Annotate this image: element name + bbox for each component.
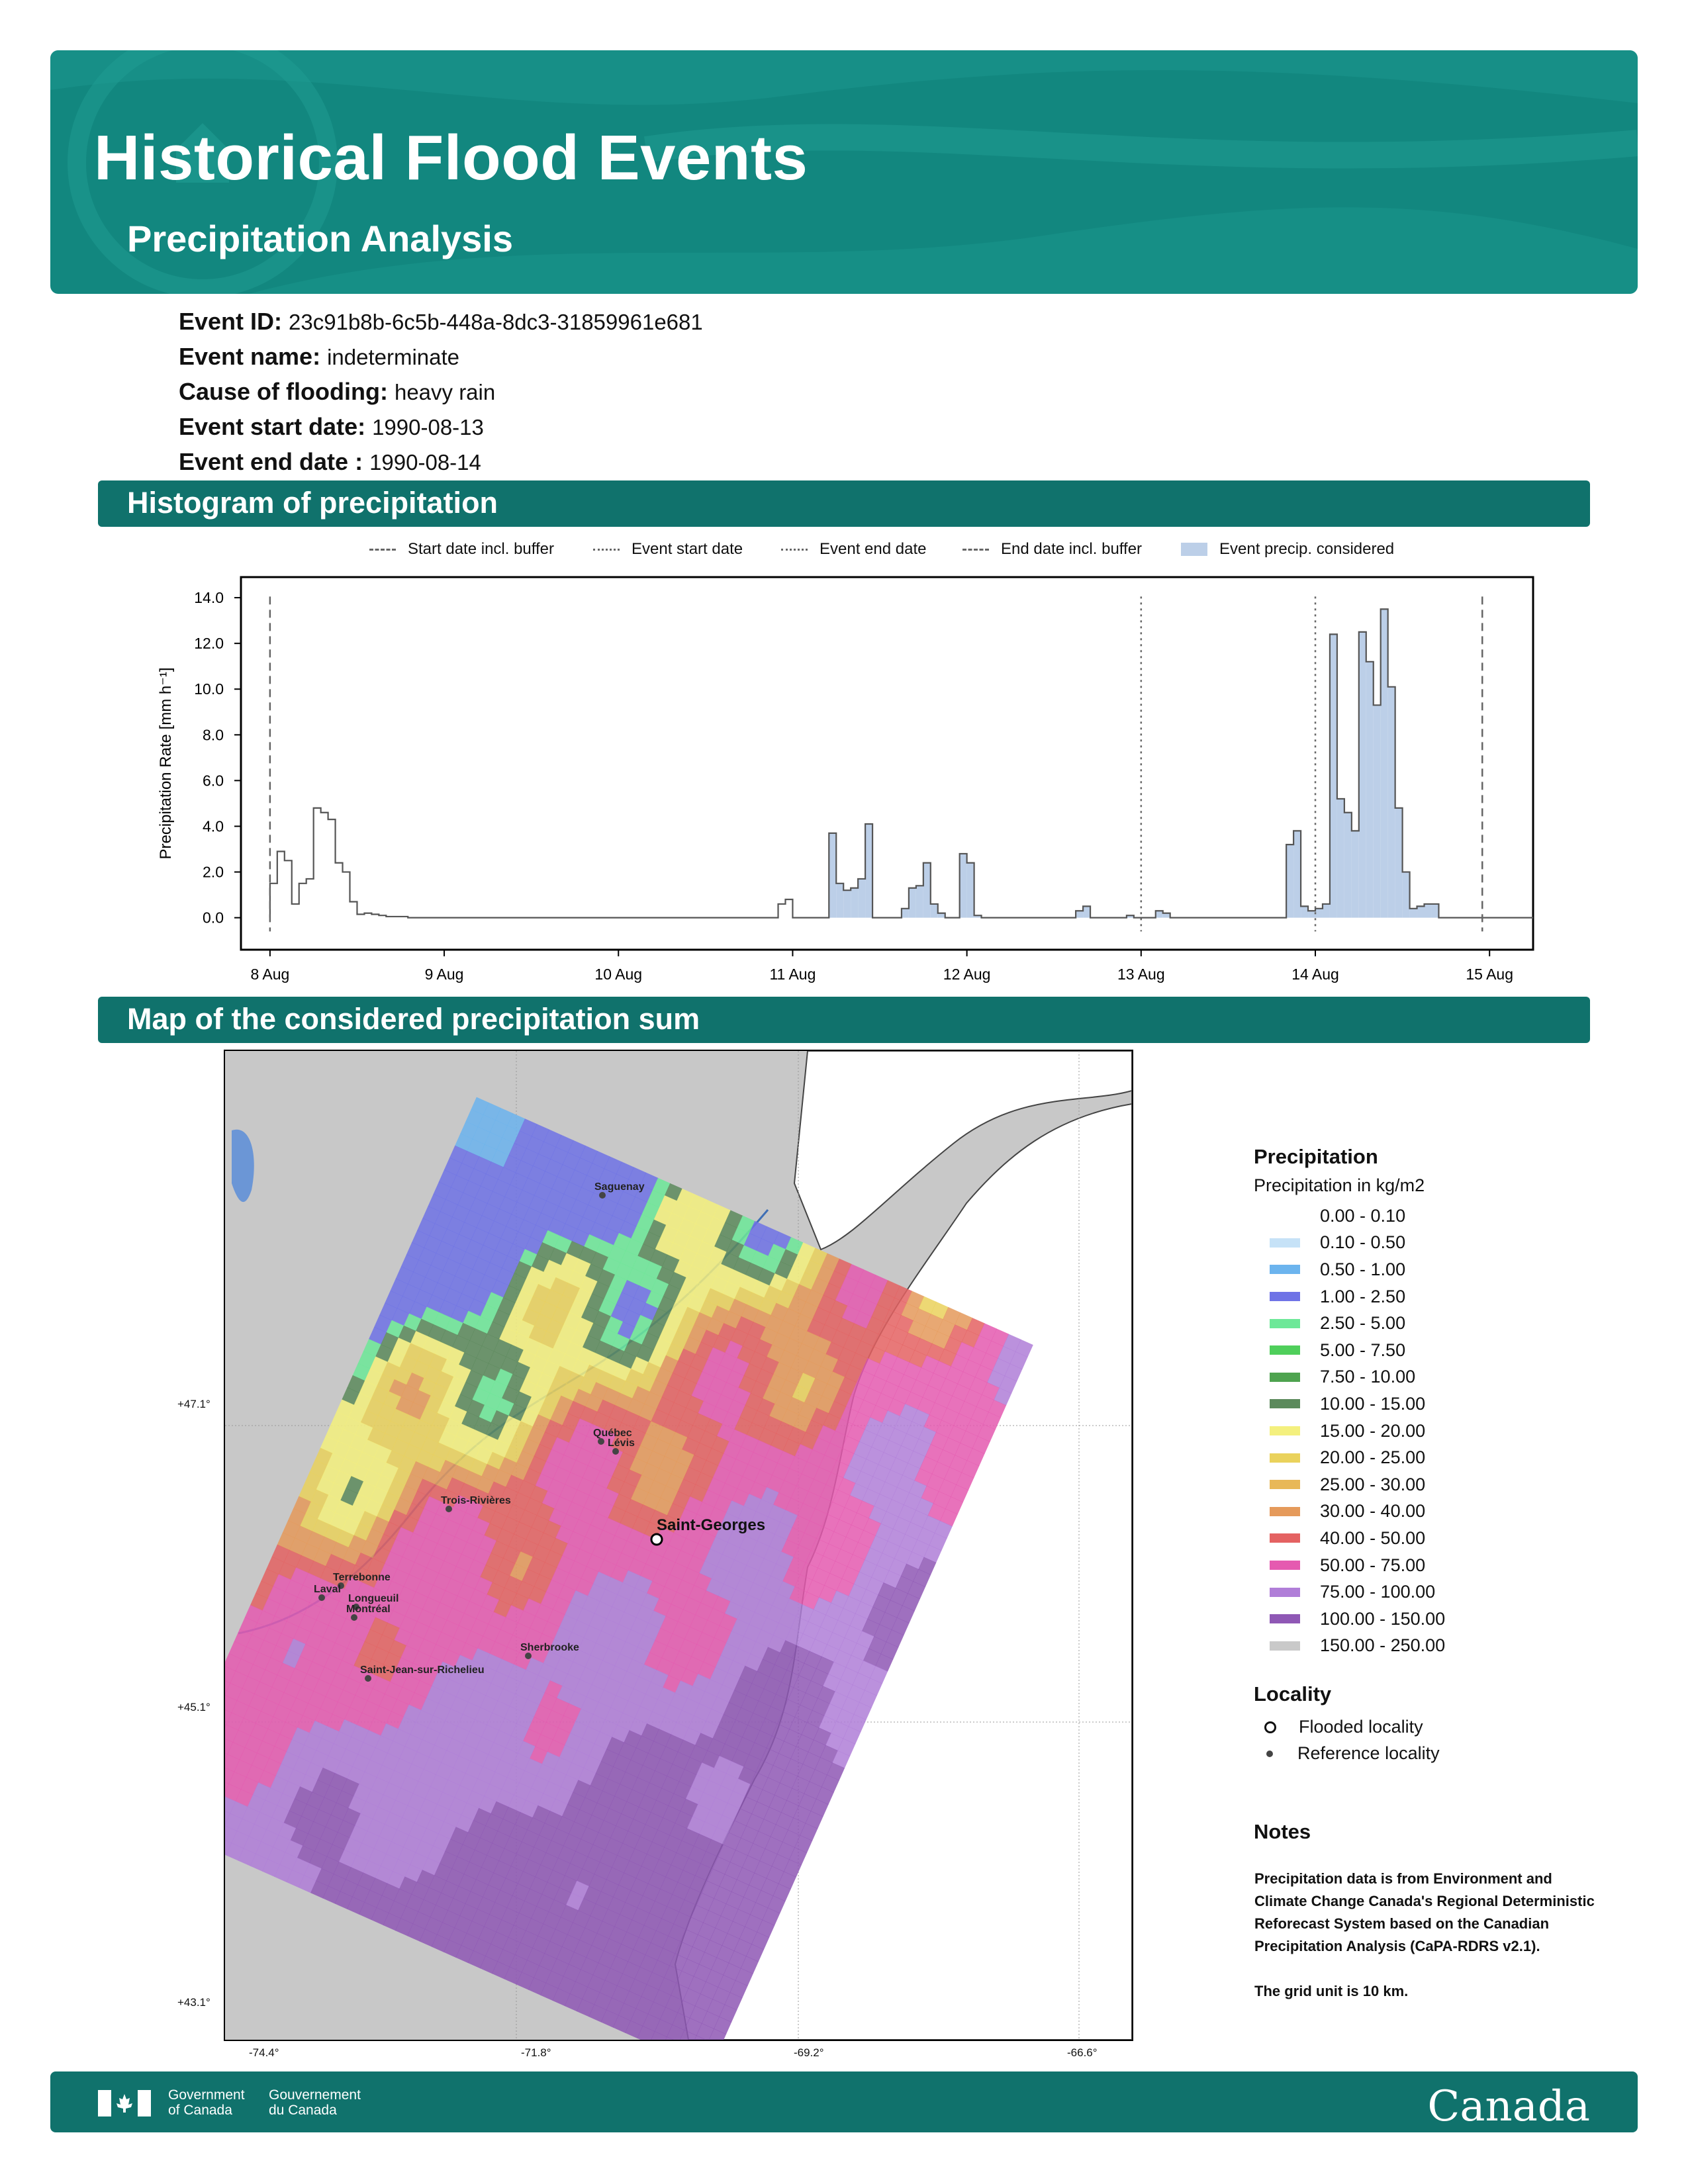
precip-legend-swatch xyxy=(1270,1507,1300,1516)
precip-legend-swatch xyxy=(1270,1561,1300,1570)
precip-bar xyxy=(865,824,872,918)
flooded-locality-marker[interactable] xyxy=(651,1534,662,1545)
precip-bar xyxy=(1381,609,1388,917)
precip-legend-swatch xyxy=(1270,1453,1300,1463)
precip-bar xyxy=(902,909,909,918)
gov-fr-line2: du Canada xyxy=(269,2103,337,2118)
event-name-value: indeterminate xyxy=(327,345,460,369)
precip-legend-row xyxy=(1254,1606,1445,1633)
precip-bar xyxy=(1330,634,1337,917)
page-title: Historical Flood Events xyxy=(94,122,808,193)
precip-legend-swatch xyxy=(1270,1480,1300,1489)
precip-legend-label: 2.50 - 5.00 xyxy=(1320,1313,1406,1334)
gov-en-wordmark xyxy=(168,2087,245,2118)
precip-bar xyxy=(1323,904,1330,918)
precip-legend-label: 50.00 - 75.00 xyxy=(1320,1555,1426,1575)
lat-tick: +45.1° xyxy=(177,1701,211,1713)
precip-legend-row xyxy=(1254,1418,1445,1445)
precip-legend-row xyxy=(1254,1633,1445,1660)
gov-fr-line1: Gouvernement xyxy=(269,2087,361,2103)
event-end-value: 1990-08-14 xyxy=(369,450,481,475)
notes-text-source: Precipitation data is from Environment and Climate Change Canada's Regional Deterministic Reforecast System based on the Canadian Precipitation Analysis (CaPA-RDRS v2.1). xyxy=(1254,1870,1595,1954)
precip-bar xyxy=(829,833,836,918)
precip-legend-label: 0.00 - 0.10 xyxy=(1320,1205,1406,1226)
locality-flooded-row xyxy=(1264,1717,1423,1737)
precip-legend-label: 0.10 - 0.50 xyxy=(1320,1232,1406,1253)
footer-bar xyxy=(50,2071,1638,2132)
reference-locality-label: Montréal xyxy=(346,1604,391,1615)
event-id-label: Event ID: xyxy=(179,308,283,335)
precip-bar xyxy=(843,890,851,917)
precip-bar xyxy=(1293,831,1301,917)
locality-reference-row xyxy=(1264,1743,1440,1764)
precip-bar xyxy=(1388,687,1395,918)
precip-legend-subtitle: Precipitation in kg/m2 xyxy=(1254,1175,1425,1195)
precip-bar xyxy=(1403,872,1410,918)
x-tick-label: 10 Aug xyxy=(594,966,643,983)
precip-legend-row xyxy=(1254,1444,1445,1471)
lon-tick: -69.2° xyxy=(794,2046,824,2059)
event-start-value: 1990-08-13 xyxy=(372,415,484,439)
precip-bar xyxy=(909,888,916,918)
map-canvas xyxy=(225,1051,1132,2040)
notes-text-grid: The grid unit is 10 km. xyxy=(1254,1983,1409,1999)
map-section-bar xyxy=(98,997,1590,1043)
canada-wordmark: Canada xyxy=(1427,2082,1590,2131)
reference-locality-marker[interactable] xyxy=(351,1614,357,1621)
reference-locality-label: Sherbrooke xyxy=(520,1642,579,1653)
y-tick-label: 14.0 xyxy=(194,589,224,607)
locality-legend-title: Locality xyxy=(1254,1682,1332,1706)
precip-legend-row xyxy=(1254,1203,1445,1230)
page-subtitle: Precipitation Analysis xyxy=(127,218,513,259)
precip-legend-row xyxy=(1254,1552,1445,1579)
canada-flag-icon xyxy=(98,2090,151,2116)
precip-legend-swatch xyxy=(1270,1614,1300,1623)
precip-bar xyxy=(836,884,843,918)
reference-locality-marker[interactable] xyxy=(525,1653,532,1659)
precip-legend-label: 10.00 - 15.00 xyxy=(1320,1393,1426,1414)
precip-legend-row xyxy=(1254,1390,1445,1418)
reference-locality-marker[interactable] xyxy=(445,1506,452,1512)
precip-legend-swatch xyxy=(1270,1292,1300,1301)
x-tick-label: 8 Aug xyxy=(250,966,290,983)
precip-bar xyxy=(1337,799,1344,918)
flooded-locality-label: Saint-Georges xyxy=(657,1516,766,1534)
event-start-label: Event start date: xyxy=(179,413,366,440)
reference-locality-label: Saint-Jean-sur-Richelieu xyxy=(360,1664,485,1676)
reference-locality-label: Laval xyxy=(314,1584,341,1595)
precip-legend-swatch xyxy=(1270,1399,1300,1408)
legend-label: Event precip. considered xyxy=(1219,540,1395,558)
precip-legend-swatch xyxy=(1270,1588,1300,1597)
precip-legend-row xyxy=(1254,1364,1445,1391)
x-tick-label: 11 Aug xyxy=(769,966,816,983)
precip-legend-label: 40.00 - 50.00 xyxy=(1320,1527,1426,1548)
precip-legend-label: 7.50 - 10.00 xyxy=(1320,1367,1416,1387)
precip-bar xyxy=(1395,808,1403,918)
precip-legend-swatch xyxy=(1270,1533,1300,1543)
reference-locality-marker[interactable] xyxy=(598,1438,604,1445)
precip-legend-label: 20.00 - 25.00 xyxy=(1320,1447,1426,1468)
precip-bar xyxy=(1315,909,1323,918)
precip-bar xyxy=(1344,813,1352,918)
precip-legend-row xyxy=(1254,1498,1445,1525)
x-tick-label: 12 Aug xyxy=(943,966,991,983)
y-tick-label: 6.0 xyxy=(203,772,224,790)
event-cause-value: heavy rain xyxy=(394,380,496,404)
precip-legend-row xyxy=(1254,1337,1445,1364)
precip-legend-bins xyxy=(1254,1203,1445,1659)
y-tick-label: 8.0 xyxy=(203,726,224,744)
precipitation-map[interactable] xyxy=(224,1050,1133,2041)
precip-bar xyxy=(1359,632,1366,918)
precip-bar xyxy=(916,886,923,917)
reference-locality-icon xyxy=(1266,1751,1273,1757)
notes-body xyxy=(1254,1868,1599,2003)
precip-bar xyxy=(1410,909,1417,918)
precip-legend-swatch xyxy=(1270,1373,1300,1382)
precip-bar xyxy=(923,863,931,918)
precip-bar xyxy=(1286,844,1293,918)
precip-legend-row xyxy=(1254,1256,1445,1283)
precip-legend-label: 30.00 - 40.00 xyxy=(1320,1501,1426,1522)
reference-locality-label: Saguenay xyxy=(594,1181,645,1193)
gov-fr-wordmark xyxy=(269,2087,361,2118)
precip-legend-label: 25.00 - 30.00 xyxy=(1320,1474,1426,1494)
x-tick-label: 9 Aug xyxy=(424,966,464,983)
notes-title: Notes xyxy=(1254,1820,1311,1843)
precip-bar xyxy=(1417,906,1425,917)
map-section-title: Map of the considered precipitation sum xyxy=(127,1002,700,1036)
precip-legend-title: Precipitation xyxy=(1254,1145,1378,1168)
lon-tick: -74.4° xyxy=(249,2046,279,2059)
precip-bar xyxy=(1374,705,1381,917)
precipitation-histogram xyxy=(0,0,1688,993)
precip-bar xyxy=(1083,906,1090,917)
map-lake xyxy=(232,1130,254,1202)
precip-bar xyxy=(1425,904,1432,918)
precip-legend-row xyxy=(1254,1283,1445,1310)
precip-legend-label: 5.00 - 7.50 xyxy=(1320,1340,1406,1360)
precip-bar xyxy=(1352,831,1359,917)
flooded-locality-label: Flooded locality xyxy=(1299,1717,1423,1737)
y-tick-label: 10.0 xyxy=(194,680,224,698)
precip-legend-swatch xyxy=(1270,1345,1300,1355)
y-tick-label: 0.0 xyxy=(203,909,224,927)
precip-legend-row xyxy=(1254,1230,1445,1257)
reference-locality-label: Québec xyxy=(593,1428,632,1439)
precip-legend-row xyxy=(1254,1310,1445,1337)
reference-locality-label: Terrebonne xyxy=(333,1572,391,1583)
legend-label: Event start date xyxy=(632,540,743,558)
precip-legend-label: 100.00 - 150.00 xyxy=(1320,1608,1446,1629)
precip-bar xyxy=(1301,906,1308,917)
reference-locality-label: Longueuil xyxy=(348,1593,399,1604)
gov-en-line2: of Canada xyxy=(168,2103,232,2118)
event-cause-label: Cause of flooding: xyxy=(179,378,388,405)
event-id-value: 23c91b8b-6c5b-448a-8dc3-31859961e681 xyxy=(289,310,703,334)
legend-label: End date incl. buffer xyxy=(1001,540,1143,558)
reference-locality-label: Reference locality xyxy=(1297,1743,1440,1763)
lat-tick: +43.1° xyxy=(177,1996,211,2009)
reference-locality-marker[interactable] xyxy=(599,1192,606,1199)
precip-legend-label: 1.00 - 2.50 xyxy=(1320,1286,1406,1306)
reference-locality-label: Lévis xyxy=(608,1437,635,1449)
precip-bar xyxy=(967,863,974,918)
gov-en-line1: Government xyxy=(168,2087,245,2103)
y-tick-label: 4.0 xyxy=(203,817,224,835)
precip-legend-swatch xyxy=(1270,1426,1300,1435)
legend-label: Start date incl. buffer xyxy=(408,540,555,558)
lon-tick: -71.8° xyxy=(521,2046,551,2059)
y-tick-label: 12.0 xyxy=(194,635,224,653)
precip-legend-swatch xyxy=(1270,1238,1300,1248)
precipitation-legend xyxy=(1254,1145,1445,1659)
precip-legend-label: 0.50 - 1.00 xyxy=(1320,1259,1406,1279)
precip-legend-label: 75.00 - 100.00 xyxy=(1320,1582,1436,1602)
precip-legend-row xyxy=(1254,1578,1445,1606)
precip-bar xyxy=(960,854,967,918)
precip-bar xyxy=(931,904,938,918)
precip-bar xyxy=(858,879,865,918)
precip-legend-swatch xyxy=(1270,1211,1300,1220)
y-axis-label: Precipitation Rate [mm h⁻¹] xyxy=(157,667,175,860)
precip-bar xyxy=(1308,911,1315,917)
histogram-section-title: Histogram of precipitation xyxy=(127,486,498,520)
reference-locality-marker[interactable] xyxy=(612,1448,619,1455)
x-tick-label: 15 Aug xyxy=(1466,966,1514,983)
reference-locality-marker[interactable] xyxy=(318,1594,325,1601)
reference-locality-label: Trois-Rivières xyxy=(441,1495,511,1506)
precip-legend-row xyxy=(1254,1471,1445,1498)
precip-bar xyxy=(1431,904,1438,918)
precip-legend-label: 150.00 - 250.00 xyxy=(1320,1635,1446,1656)
precip-legend-row xyxy=(1254,1525,1445,1552)
precip-legend-swatch xyxy=(1270,1641,1300,1651)
legend-label: Event end date xyxy=(820,540,927,558)
lon-tick: -66.6° xyxy=(1067,2046,1098,2059)
event-end-label: Event end date : xyxy=(179,448,363,475)
precip-bar xyxy=(1076,911,1083,917)
precip-bar xyxy=(1156,911,1163,917)
precip-legend-label: 15.00 - 20.00 xyxy=(1320,1420,1426,1441)
x-tick-label: 14 Aug xyxy=(1291,966,1339,983)
x-tick-label: 13 Aug xyxy=(1117,966,1165,983)
precip-bar xyxy=(1366,662,1374,918)
y-tick-label: 2.0 xyxy=(203,863,224,881)
precip-legend-swatch xyxy=(1270,1319,1300,1328)
reference-locality-marker[interactable] xyxy=(365,1675,371,1682)
event-name-label: Event name: xyxy=(179,343,321,370)
lat-tick: +47.1° xyxy=(177,1398,211,1410)
flooded-locality-icon xyxy=(1264,1721,1276,1733)
precip-legend-swatch xyxy=(1270,1265,1300,1274)
precip-bar xyxy=(851,888,858,918)
